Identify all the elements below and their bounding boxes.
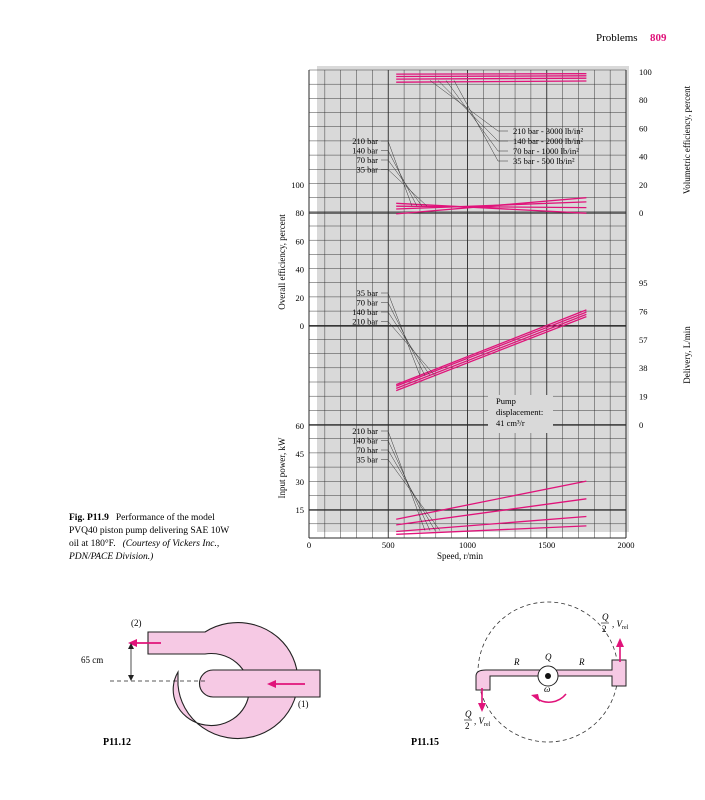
x-tick-label: 2000 bbox=[617, 540, 635, 550]
port-2-label: (2) bbox=[131, 618, 142, 628]
left-q-two: 2 bbox=[465, 721, 470, 731]
y-tick-label: 80 bbox=[295, 208, 304, 219]
note-line-2: displacement: bbox=[496, 407, 544, 417]
panel-input_power-label: 70 bar bbox=[356, 445, 378, 455]
pump-displacement-note bbox=[488, 395, 553, 433]
outlet-arrowhead bbox=[128, 639, 137, 647]
note-line-3: 41 cm³/r bbox=[496, 418, 525, 428]
x-tick-label: 0 bbox=[306, 540, 312, 550]
right-v-symbol: V bbox=[616, 619, 622, 629]
y-tick-label: 30 bbox=[295, 477, 304, 487]
right-vrel-label bbox=[612, 619, 629, 631]
note-line-1: Pump bbox=[496, 396, 516, 406]
dimension-arrow-bottom bbox=[128, 675, 134, 681]
panel-input_power-label: 140 bar bbox=[352, 435, 378, 446]
ylabel-delivery: Delivery, L/min bbox=[682, 326, 692, 384]
left-v: , bbox=[474, 716, 479, 726]
caption-line-1 bbox=[69, 507, 215, 524]
y-tick-label: 60 bbox=[295, 421, 304, 431]
caption-courtesy-1: (Courtesy of Vickers Inc., bbox=[122, 539, 220, 549]
panel-delivery-label: 35 bar bbox=[356, 288, 378, 298]
caption-line-2: PVQ40 piston pump delivering SAE 10W bbox=[69, 526, 230, 536]
rotation-arc bbox=[536, 694, 566, 702]
y-tick-label: 76 bbox=[639, 306, 648, 317]
caption-line-4: PDN/PACE Division.) bbox=[69, 552, 154, 562]
caption-text-3: oil at 180°F. bbox=[69, 539, 116, 549]
left-jet-arrowhead bbox=[478, 703, 486, 712]
curve-volumetric_efficiency-140-bar bbox=[396, 78, 586, 79]
caption-text-1: Performance of the model bbox=[115, 513, 215, 523]
y-tick-label: 60 bbox=[295, 236, 304, 247]
vol-legend-entry: 210 bar - 3000 lb/in² bbox=[513, 126, 584, 136]
y-tick-label: 20 bbox=[295, 292, 304, 303]
right-q-two: 2 bbox=[602, 624, 607, 634]
ylabel-input-power: Input power, kW bbox=[277, 437, 287, 499]
dimension-label: 65 cm bbox=[81, 655, 104, 665]
y-tick-label: 60 bbox=[639, 123, 648, 134]
figure-caption bbox=[68, 507, 229, 562]
left-v-symbol: V bbox=[478, 716, 484, 726]
left-rel-sub: rel bbox=[484, 722, 491, 728]
rotation-arrowhead bbox=[531, 694, 540, 702]
omega-label: ω bbox=[544, 684, 551, 694]
x-tick-label: 1000 bbox=[459, 540, 476, 550]
y-tick-label: 100 bbox=[639, 67, 652, 77]
right-r-label: R bbox=[579, 657, 585, 667]
port-1-label: (1) bbox=[298, 699, 309, 709]
center-q-label: Q bbox=[545, 652, 552, 662]
hub-center-dot bbox=[545, 673, 551, 679]
y-tick-label: 95 bbox=[639, 278, 648, 288]
x-tick-label: 1500 bbox=[538, 540, 556, 550]
vol-legend-entry: 140 bar - 2000 lb/in² bbox=[513, 136, 584, 146]
y-tick-label: 80 bbox=[639, 95, 648, 106]
panel-overall_efficiency-label: 70 bar bbox=[356, 155, 378, 165]
diagram-p11-15 bbox=[411, 602, 629, 748]
pump-performance-chart bbox=[277, 66, 692, 561]
vol-legend-entry: 70 bar - 1000 lb/in² bbox=[513, 146, 579, 156]
right-q-label: Q bbox=[602, 612, 609, 622]
header-page-number: 809 bbox=[650, 32, 667, 44]
y-tick-label: 15 bbox=[295, 505, 304, 515]
y-tick-label: 40 bbox=[295, 264, 304, 275]
diagram-p11-15-label: P11.15 bbox=[411, 737, 440, 748]
vol-legend-entry: 35 bar - 500 lb/in² bbox=[513, 156, 575, 166]
x-axis-title: Speed, r/min bbox=[437, 551, 483, 561]
y-tick-label: 0 bbox=[299, 321, 304, 331]
left-vrel-label bbox=[474, 716, 491, 728]
header-section: Problems bbox=[596, 32, 638, 44]
panel-delivery-label: 210 bar bbox=[352, 316, 378, 327]
diagram-p11-12-label: P11.12 bbox=[103, 737, 132, 748]
panel-input_power-label: 35 bar bbox=[356, 454, 378, 465]
y-tick-label: 40 bbox=[639, 151, 648, 162]
left-r-label: R bbox=[514, 657, 520, 667]
panel-overall_efficiency-label: 140 bar bbox=[352, 145, 378, 156]
x-tick-label: 500 bbox=[381, 540, 395, 550]
curve-volumetric_efficiency-70-bar bbox=[396, 76, 586, 77]
y-tick-label: 45 bbox=[295, 449, 304, 459]
y-tick-label: 0 bbox=[639, 420, 644, 430]
y-tick-label: 57 bbox=[639, 334, 648, 345]
panel-delivery-label: 140 bar bbox=[352, 307, 378, 317]
right-rel-sub: rel bbox=[622, 625, 629, 631]
y-tick-label: 100 bbox=[291, 180, 304, 190]
y-tick-label: 20 bbox=[639, 179, 648, 190]
diagram-p11-12 bbox=[81, 618, 320, 748]
panel-delivery-label: 70 bar bbox=[356, 297, 378, 308]
panel-overall_efficiency-label: 210 bar bbox=[352, 136, 378, 146]
y-tick-label: 38 bbox=[639, 363, 648, 374]
y-tick-label: 19 bbox=[639, 391, 648, 402]
right-v: , bbox=[612, 619, 617, 629]
panel-input_power-label: 210 bar bbox=[352, 426, 378, 436]
left-q-label: Q bbox=[465, 709, 472, 719]
ylabel-overall: Overall efficiency, percent bbox=[277, 214, 287, 310]
panel-overall_efficiency-label: 35 bar bbox=[356, 164, 378, 175]
ylabel-volumetric: Volumetric efficiency, percent bbox=[682, 85, 692, 195]
right-jet-arrowhead bbox=[616, 638, 624, 647]
caption-id: Fig. P11.9 bbox=[69, 513, 109, 523]
y-tick-label: 0 bbox=[639, 208, 644, 218]
